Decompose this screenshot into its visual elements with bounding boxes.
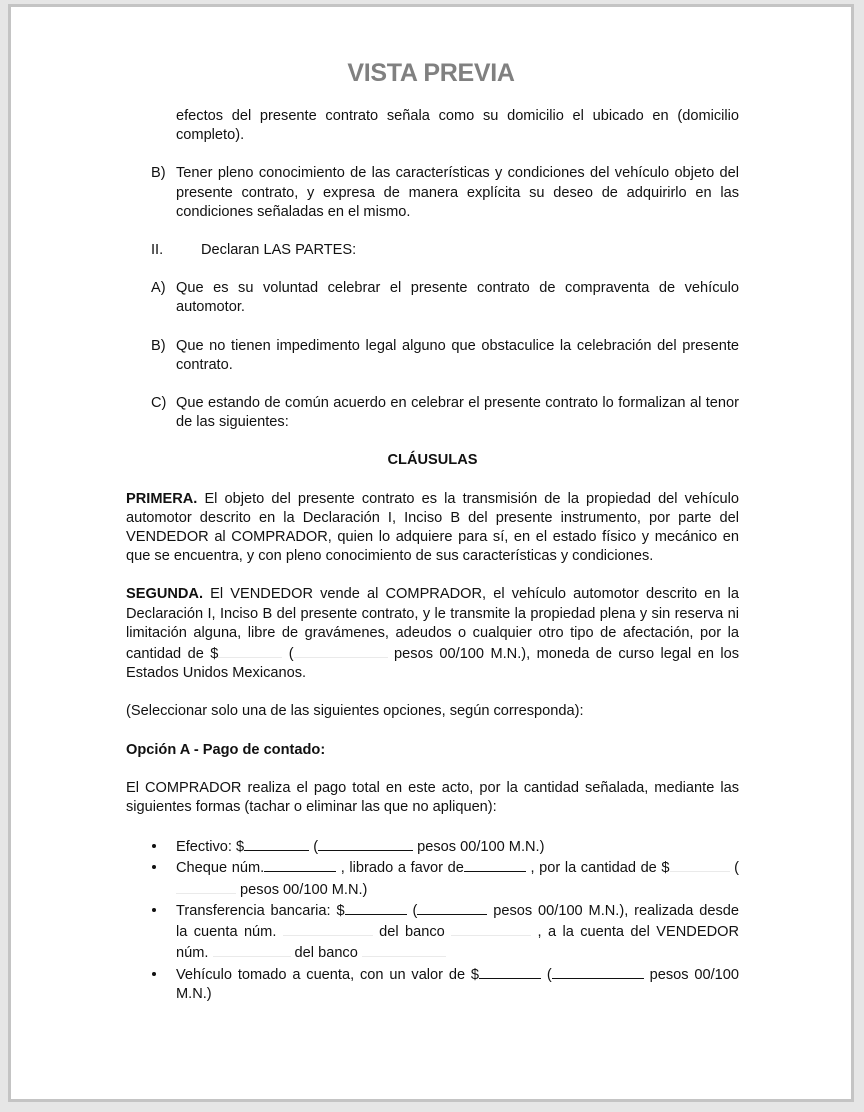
document-page (8, 4, 854, 1102)
heading-text: Declaran LAS PARTES: (201, 242, 357, 259)
preview-watermark: VISTA PREVIA (347, 59, 515, 87)
clause-label: PRIMERA. (126, 490, 198, 507)
payment-efectivo: Efectivo: $ ( pesos 00/100 M.N.) (126, 836, 739, 857)
amount-words-blank[interactable] (294, 643, 388, 658)
declaration-ii-heading (126, 241, 739, 260)
amount-blank[interactable] (218, 643, 282, 658)
transfer-amount-blank[interactable] (345, 900, 407, 915)
vehicle-words-blank[interactable] (552, 964, 644, 979)
transfer-words-blank[interactable] (417, 900, 487, 915)
document-body (126, 107, 739, 1004)
opcion-a-intro: El COMPRADOR realiza el pago total en este acto, por la cantidad señalada, mediante las siguientes formas (tachar o eliminar las que no apliquen): (126, 779, 739, 816)
seller-account-blank[interactable] (213, 942, 291, 957)
declaration-ii-item-c (126, 394, 739, 432)
clausula-segunda: SEGUNDA. El VENDEDOR vende al COMPRADOR, el vehículo automotor descrito en la Declaración I, Inciso B del presente contrato, y le transmite la propiedad plena y sin reserva ni limitación alguna, libre de gravámenes, adeudos o cualquier otro tipo de afectación, por la cantidad de $ ( pesos 00/100 M.N.), moneda de curso legal en los Estados Unidos Mexicanos. (126, 586, 740, 682)
efectivo-amount-blank[interactable] (244, 836, 309, 851)
bullet-icon (152, 844, 156, 848)
cheque-words-blank[interactable] (176, 879, 236, 894)
select-option-note: (Seleccionar solo una de las siguientes opciones, según corresponda): (126, 703, 584, 720)
cheque-amount-blank[interactable] (670, 857, 730, 872)
cheque-payee-blank[interactable] (464, 857, 526, 872)
bullet-icon (152, 972, 156, 976)
declaration-item-b (126, 164, 739, 222)
clause-label: SEGUNDA. (126, 586, 204, 603)
declaration-continuation: efectos del presente contrato señala como su domicilio el ubicado en (domicilio completo). (176, 108, 739, 144)
declaration-ii-item-b (126, 337, 739, 375)
declaration-ii-item-a (126, 279, 739, 317)
payment-vehiculo: Vehículo tomado a cuenta, con un valor de $ ( pesos 00/100 M.N.) (126, 964, 739, 1004)
item-text: Que no tienen impedimento legal alguno que obstaculice la celebración del presente contrato. (176, 337, 739, 373)
origin-account-blank[interactable] (283, 921, 373, 936)
opcion-a-title: Opción A - Pago de contado: (126, 741, 326, 758)
payment-transferencia: Transferencia bancaria: $ ( pesos 00/100 M.N.), realizada desde la cuenta núm. del banco , a la cuenta del VENDEDOR núm. del banco (126, 900, 739, 964)
item-text: Tener pleno conocimiento de las características y condiciones del vehículo objeto del presente contrato, y expresa de manera explícita su deseo de adquirirlo en las condiciones señaladas en el mismo. (176, 165, 739, 220)
item-label: A) (151, 280, 166, 297)
item-label: B) (151, 165, 166, 182)
efectivo-words-blank[interactable] (318, 836, 413, 851)
origin-bank-blank[interactable] (451, 921, 531, 936)
item-label: B) (151, 337, 166, 354)
cheque-number-blank[interactable] (264, 857, 336, 872)
clausulas-title: CLÁUSULAS (387, 452, 478, 469)
clause-text: El objeto del presente contrato es la transmisión de la propiedad del vehículo automotor descrito en la Declaración I, Inciso B del presente instrumento, por parte del VENDEDOR al COMPRADOR, quien lo adquiere para sí, en el estado físico y mecánico en que se encuentra, y con pleno conocimiento de sus características y condiciones. (126, 490, 739, 565)
vehicle-value-blank[interactable] (479, 964, 541, 979)
item-text: Que estando de común acuerdo en celebrar el presente contrato lo formalizan al tenor de las siguientes: (176, 395, 739, 431)
roman-numeral: II. (151, 242, 164, 259)
clausula-primera (126, 490, 739, 567)
bullet-icon (152, 908, 156, 912)
payment-cheque: Cheque núm. , librado a favor de , por la cantidad de $ ( pesos 00/100 M.N.) (126, 857, 739, 899)
seller-bank-blank[interactable] (362, 942, 446, 957)
bullet-icon (152, 865, 156, 869)
item-label: C) (151, 395, 167, 412)
clause-text: El VENDEDOR vende al COMPRADOR, el vehículo automotor descrito en la Declaración I, Inciso B del presente contrato, y le transmite la propiedad plena y sin reserva ni limitación alguna, libre de gravámenes, adeudos o cualquier otro tipo de afectación, por la cantidad de $ (126, 586, 739, 663)
item-text: Que es su voluntad celebrar el presente contrato de compraventa de vehículo automotor. (176, 280, 739, 316)
payment-methods-list (126, 836, 739, 1004)
